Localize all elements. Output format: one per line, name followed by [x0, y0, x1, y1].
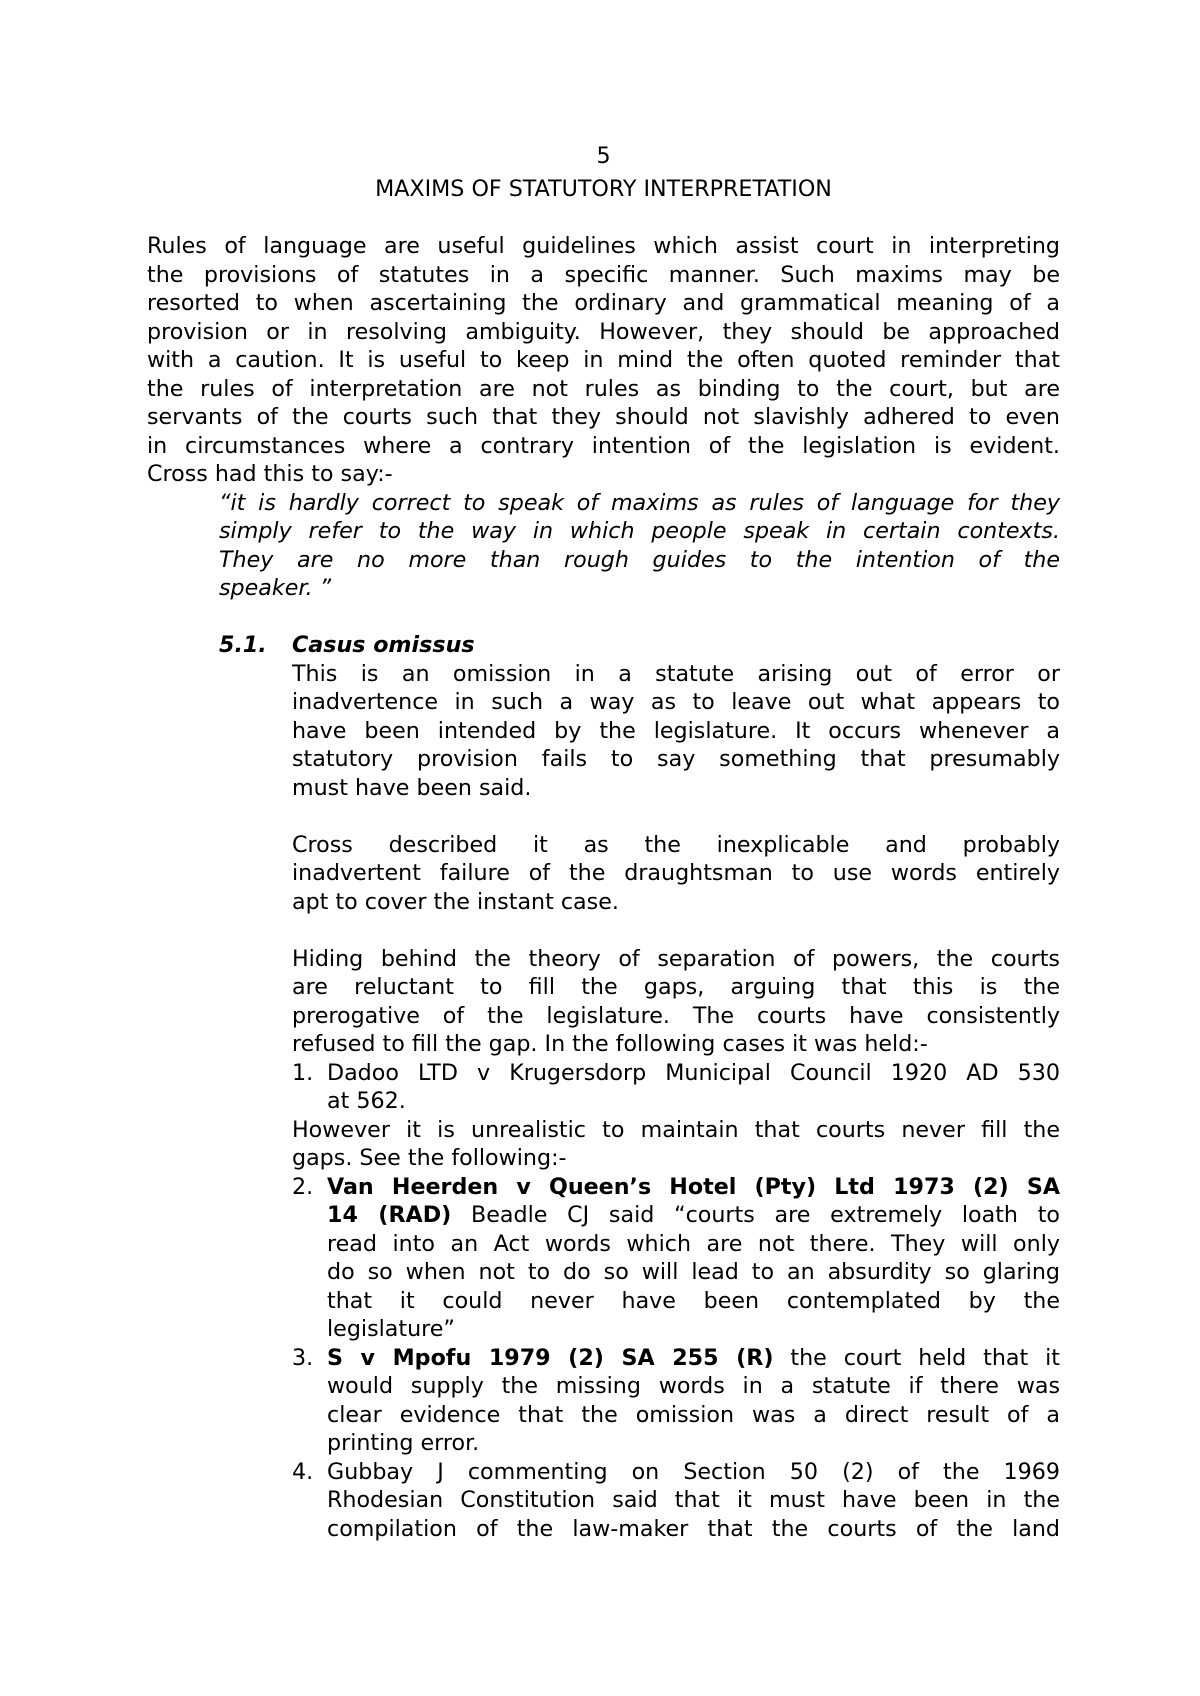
case-citation: Van Heerden v Queen’s Hotel (Pty) Ltd 1973 (2) SA — [327, 1173, 1060, 1200]
list-item-text: Beadle CJ said “courts are extremely loath to — [451, 1202, 1060, 1228]
list-item-line: compilation of the law-maker that the courts of the land — [327, 1515, 1060, 1542]
paragraph-line: inadvertence in such a way as to leave out what appears to — [292, 689, 1060, 715]
quote-line: “it is hardly correct to speak of maxims as rules of language for they — [219, 489, 1060, 516]
list-item-line: clear evidence that the omission was a direct result of a — [327, 1401, 1060, 1428]
list-item-number: 3. — [292, 1344, 314, 1371]
intro-line: Cross had this to say:- — [147, 461, 393, 487]
section-title: Casus omissus — [292, 632, 475, 658]
case-citation: S v Mpofu 1979 (2) SA 255 (R) — [327, 1344, 774, 1371]
paragraph-line: refused to fill the gap. In the following cases it was held:- — [292, 1031, 928, 1057]
paragraph-line: Hiding behind the theory of separation of powers, the courts — [292, 945, 1060, 972]
paragraph-line: have been intended by the legislature. It occurs whenever a — [292, 717, 1060, 744]
paragraph-line: statutory provision fails to say something that presumably — [292, 746, 1060, 772]
intro-line: Rules of language are useful guidelines which assist court in interpreting — [147, 233, 1060, 259]
page-number: 5 — [596, 143, 611, 169]
section-number: 5.1. — [219, 632, 267, 658]
intro-line: resorted to when ascertaining the ordinary and grammatical meaning of a — [147, 290, 1060, 316]
intro-line: with a caution. It is useful to keep in mind the often quoted reminder that — [147, 347, 1060, 373]
list-item-line: legislature” — [327, 1316, 455, 1342]
list-item-line: Dadoo LTD v Krugersdorp Municipal Council 1920 AD 530 — [327, 1059, 1060, 1086]
list-item-line: at 562. — [327, 1088, 406, 1114]
list-item-line: Gubbay J commenting on Section 50 (2) of the 1969 — [327, 1458, 1060, 1485]
intro-line: servants of the courts such that they should not slavishly adhered to even — [147, 404, 1060, 430]
paragraph-line: Cross described it as the inexplicable and probably — [292, 831, 1060, 858]
list-item-number: 2. — [292, 1173, 314, 1200]
quote-line: They are no more than rough guides to the intention of the — [219, 546, 1060, 573]
paragraph-line: inadvertent failure of the draughtsman to use words entirely — [292, 860, 1060, 886]
intro-line: the rules of interpretation are not rules as binding to the court, but are — [147, 375, 1060, 402]
paragraph-line: apt to cover the instant case. — [292, 888, 619, 915]
paragraph-line: must have been said. — [292, 774, 532, 801]
list-item-line: would supply the missing words in a statute if there was — [327, 1373, 1060, 1399]
list-item-line: read into an Act words which are not there. They will only — [327, 1230, 1060, 1257]
paragraph-line: This is an omission in a statute arising out of error or — [292, 660, 1060, 687]
quote-line: simply refer to the way in which people speak in certain contexts. — [219, 518, 1060, 544]
intro-line: the provisions of statutes in a specific manner. Such maxims may be — [147, 261, 1060, 288]
quote-line: speaker. ” — [219, 575, 332, 601]
paragraph-line: prerogative of the legislature. The courts have consistently — [292, 1002, 1060, 1029]
intro-line: provision or in resolving ambiguity. However, they should be approached — [147, 318, 1060, 345]
list-item-line — [327, 1344, 1060, 1373]
intro-line: in circumstances where a contrary intention of the legislation is evident. — [147, 432, 1060, 459]
page-title: MAXIMS OF STATUTORY INTERPRETATION — [375, 176, 832, 202]
list-item-line: Rhodesian Constitution said that it must have been in the — [327, 1487, 1060, 1513]
paragraph-line: are reluctant to fill the gaps, arguing that this is the — [292, 974, 1060, 1000]
list-item-text: the court held that it — [773, 1344, 1060, 1371]
case-citation: 14 (RAD) — [327, 1202, 452, 1228]
list-item-number: 1. — [292, 1059, 314, 1086]
list-item-line — [327, 1201, 1060, 1230]
paragraph-line: gaps. See the following:- — [292, 1145, 567, 1171]
paragraph-line: However it is unrealistic to maintain that courts never fill the — [292, 1116, 1060, 1143]
list-item-line: printing error. — [327, 1430, 480, 1456]
list-item-line: that it could never have been contemplated by the — [327, 1287, 1060, 1314]
list-item-number: 4. — [292, 1458, 314, 1485]
list-item-line: do so when not to do so will lead to an absurdity so glaring — [327, 1259, 1060, 1285]
